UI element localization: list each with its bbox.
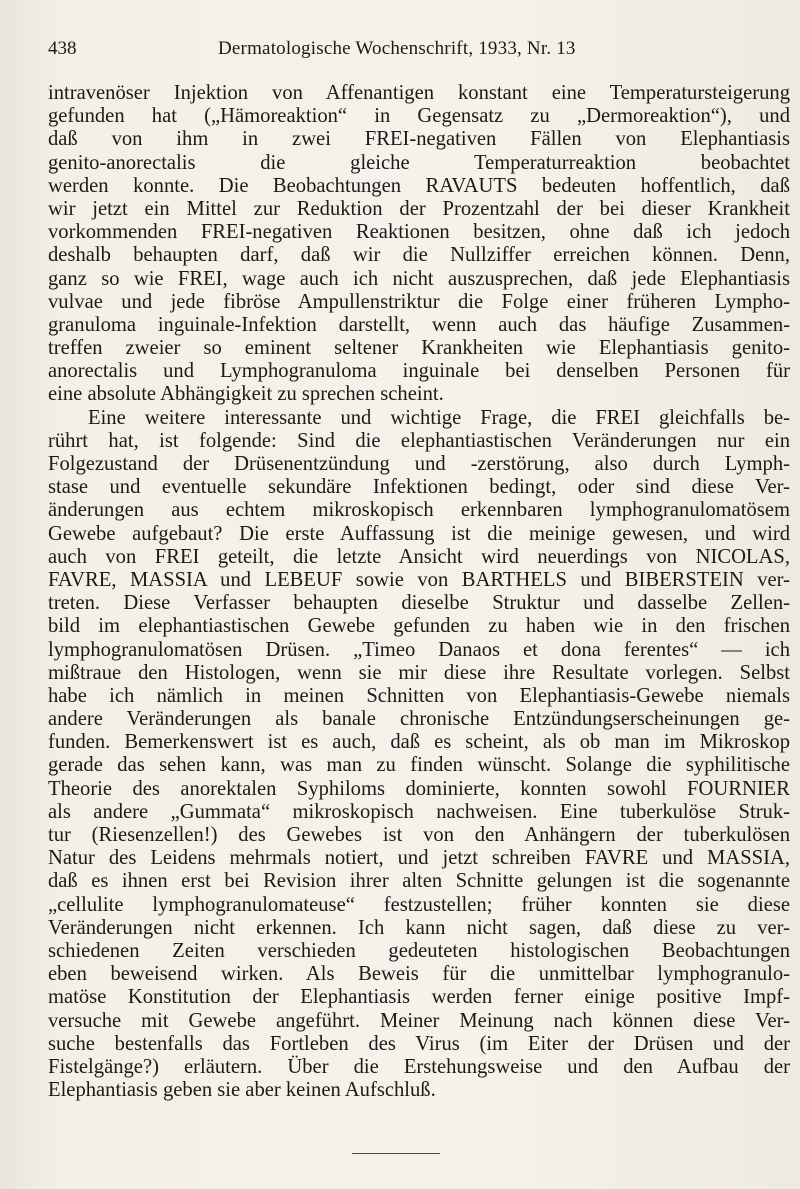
text-line: FAVRE, MASSIA und LEBEUF sowie von BARTHELS und BIBERSTEIN ver-	[48, 568, 790, 591]
footer-rule	[352, 1153, 440, 1154]
text-line: als andere „Gummata“ mikroskopisch nachweisen. Eine tuberkulöse Struk-	[48, 800, 790, 823]
text-line: matöse Konstitution der Elephantiasis werden ferner einige positive Impf-	[48, 986, 790, 1009]
text-line: „cellulite lymphogranulomateuse“ festzustellen; früher konnten sie diese	[48, 893, 790, 916]
text-line: bild im elephantiastischen Gewebe gefunden zu haben wie in den frischen	[48, 615, 790, 638]
text-line: ganz so wie FREI, wage auch ich nicht auszusprechen, daß jede Elephantiasis	[48, 267, 790, 290]
text-line: daß von ihm in zwei FREI-negativen Fällen von Elephantiasis	[48, 128, 790, 151]
text-line: Elephantiasis geben sie aber keinen Aufschluß.	[48, 1079, 436, 1102]
text-line: Folgezustand der Drüsenentzündung und -zerstörung, also durch Lymph-	[48, 453, 790, 475]
text-line: gefunden hat („Hämoreaktion“ in Gegensatz zu „Dermoreaktion“), und	[48, 105, 790, 128]
text-line: rührt hat, ist folgende: Sind die elephantiastischen Veränderungen nur ein	[48, 429, 790, 452]
text-line: gerade das sehen kann, was man zu finden wünscht. Solange die syphilitische	[48, 754, 790, 777]
text-line: wir jetzt ein Mittel zur Reduktion der Prozentzahl der bei dieser Krankheit	[48, 197, 790, 220]
page-number: 438	[48, 38, 77, 59]
text-line: Gewebe aufgebaut? Die erste Auffassung ist die meinige gewesen, und wird	[48, 522, 790, 545]
text-line: vorkommenden FREI-negativen Reaktionen besitzen, ohne daß ich jedoch	[48, 221, 790, 244]
text-line: Theorie des anorektalen Syphiloms dominierte, konnten sowohl FOURNIER	[48, 777, 790, 800]
text-line: granuloma inguinale-Infektion darstellt, wenn auch das häufige Zusammen-	[48, 313, 790, 336]
text-line: stase und eventuelle sekundäre Infektionen bedingt, oder sind diese Ver-	[48, 476, 790, 499]
text-line: anorectalis und Lymphogranuloma inguinale bei denselben Personen für	[48, 360, 790, 383]
text-line: versuche mit Gewebe angeführt. Meiner Meinung nach können diese Ver-	[48, 1009, 790, 1032]
text-line: treffen zweier so eminent seltener Krankheiten wie Elephantiasis genito-	[48, 337, 790, 360]
text-line: intravenöser Injektion von Affenantigen konstant eine Temperatursteigerung	[48, 82, 790, 104]
paragraph-1	[48, 82, 790, 407]
text-line: Fistelgänge?) erläutern. Über die Erstehungsweise und den Aufbau der	[48, 1055, 790, 1078]
text-line: suche bestenfalls das Fortleben des Virus (im Eiter der Drüsen und der	[48, 1032, 790, 1055]
text-line: änderungen aus echtem mikroskopisch erkennbaren lymphogranulomatösem	[48, 499, 790, 522]
text-line: funden. Bemerkenswert ist es auch, daß es scheint, als ob man im Mikroskop	[48, 731, 790, 754]
text-line: habe ich nämlich in meinen Schnitten von Elephantiasis-Gewebe niemals	[48, 684, 790, 707]
text-line: mißtraue den Histologen, wenn sie mir diese ihre Resultate vorlegen. Selbst	[48, 661, 790, 684]
text-line: eben beweisend wirken. Als Beweis für die unmittelbar lymphogranulo-	[48, 963, 790, 986]
paragraph-2	[48, 407, 790, 1103]
text-line: schiedenen Zeiten verschieden gedeuteten histologischen Beobachtungen	[48, 939, 790, 962]
page-header	[48, 36, 788, 68]
text-line: andere Veränderungen als banale chronische Entzündungserscheinungen ge-	[48, 708, 790, 731]
text-line: eine absolute Abhängigkeit zu sprechen scheint.	[48, 383, 444, 406]
text-line: daß es ihnen erst bei Revision ihrer alten Schnitte gelungen ist die sogenannte	[48, 870, 790, 893]
text-line: Eine weitere interessante und wichtige Frage, die FREI gleichfalls be-	[88, 406, 790, 429]
text-line: Veränderungen nicht erkennen. Ich kann nicht sagen, daß diese zu ver-	[48, 916, 790, 939]
text-line: werden konnte. Die Beobachtungen RAVAUTS bedeuten hoffentlich, daß	[48, 174, 790, 197]
text-line: genito-anorectalis die gleiche Temperaturreaktion beobachtet	[48, 151, 790, 174]
running-head: Dermatologische Wochenschrift, 1933, Nr. 13	[218, 38, 576, 59]
text-line: deshalb behaupten darf, daß wir die Nullziffer erreichen können. Denn,	[48, 244, 790, 267]
text-line: Natur des Leidens mehrmals notiert, und jetzt schreiben FAVRE und MASSIA,	[48, 847, 790, 870]
text-line: tur (Riesenzellen!) des Gewebes ist von den Anhängern der tuberkulösen	[48, 824, 790, 846]
body-text	[48, 82, 790, 1102]
text-line: auch von FREI geteilt, die letzte Ansicht wird neuerdings von NICOLAS,	[48, 545, 790, 568]
text-line: lymphogranulomatösen Drüsen. „Timeo Danaos et dona ferentes“ — ich	[48, 638, 790, 661]
text-line: vulvae und jede fibröse Ampullenstriktur die Folge einer früheren Lympho-	[48, 290, 790, 313]
text-line: treten. Diese Verfasser behaupten dieselbe Struktur und dasselbe Zellen-	[48, 592, 790, 615]
